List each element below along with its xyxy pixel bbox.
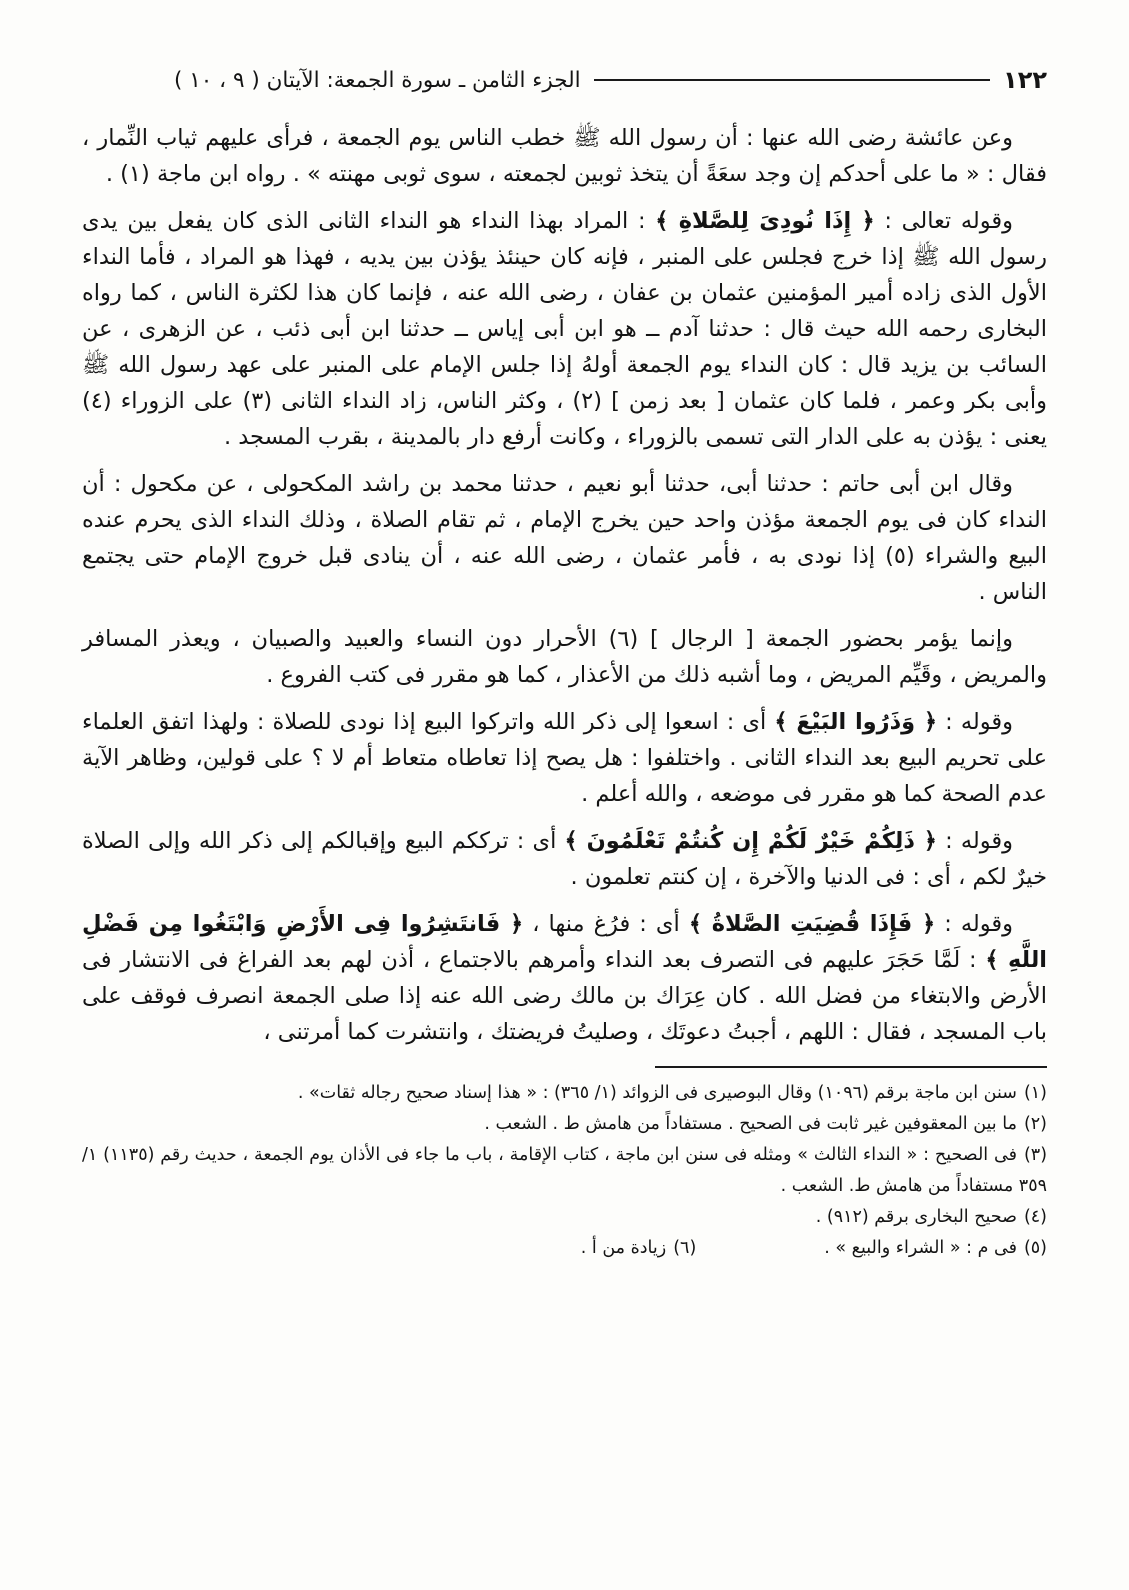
- quran-verse: ﴿ إِذَا نُودِىَ لِلصَّلاةِ ﴾: [655, 208, 875, 234]
- footnote-label: (٣): [1023, 1145, 1048, 1165]
- paragraph-text: وقوله :: [937, 709, 1013, 735]
- paragraph-leave-trade: [82, 704, 1047, 812]
- paragraph-disperse-in-land: [82, 906, 1047, 1050]
- footnote-text: فى م : « الشراء والبيع » .: [824, 1238, 1017, 1258]
- footnote-separator: [655, 1066, 1047, 1068]
- paragraph-text: وإنما يؤمر بحضور الجمعة [ الرجال ] (٦) الأحرار دون النساء والعبيد والصبيان ، ويعذر المسافر والمريض ، وقَيِّم المريض ، وما أشبه ذلك من الأعذار ، كما هو مقرر فى كتب الفروع .: [82, 626, 1047, 688]
- footnote-1: [82, 1078, 1047, 1109]
- paragraph-second-call: [82, 203, 1047, 455]
- quran-verse: ﴿ وَذَرُوا البَيْعَ ﴾: [774, 709, 938, 735]
- footnote-text: صحيح البخارى برقم (٩١٢) .: [815, 1207, 1017, 1227]
- paragraph-text: : المراد بهذا النداء هو النداء الثانى الذى كان يفعل بين يدى رسول الله ﷺ إذا خرج فجلس على المنبر ، فإنه كان حينئذ يؤذن بين يديه ، فهذا هو المراد ، فأما النداء الأول الذى زاده أمير المؤمنين عثمان بن عفان ، رضى الله عنه ، فإنما كان هذا لكثرة الناس ، كما رواه البخارى رحمه الله حيث قال : حدثنا آدم ــ هو ابن أبى إياس ــ حدثنا ابن أبى ذئب ، عن الزهرى ، عن السائب بن يزيد قال : كان النداء يوم الجمعة أولهُ إذا جلس الإمام على المنبر على عهد رسول الله ﷺ وأبى بكر وعمر ، فلما كان عثمان [ بعد زمن ] (٢) ، وكثر الناس، زاد النداء الثانى (٣) على الزوراء (٤) يعنى : يؤذن به على الدار التى تسمى بالزوراء ، وكانت أرفع دار بالمدينة ، بقرب المسجد .: [82, 208, 1047, 450]
- paragraph-text: وقوله تعالى :: [874, 208, 1013, 234]
- footnote-text: سنن ابن ماجة برقم (١٠٩٦) وقال البوصيرى فى الزوائد (١/ ٣٦٥) : « هذا إسناد صحيح رجاله ثقات» .: [297, 1083, 1017, 1103]
- paragraph-text: وقوله :: [936, 828, 1013, 854]
- quran-verse: ﴿ فَانتَشِرُوا فِى الأَرْضِ وَابْتَغُوا مِن فَضْلِ اللَّهِ ﴾: [82, 911, 1047, 973]
- paragraph-text: أى : اسعوا إلى ذكر الله واتركوا البيع إذا نودى للصلاة : ولهذا اتفق العلماء على تحريم البيع بعد النداء الثانى . واختلفوا : هل يصح إذا تعاطاه متعاط أم لا ؟ على قولين، وظاهر الآية عدم الصحة كما هو مقرر فى موضعه ، والله أعلم .: [82, 709, 1047, 807]
- quran-verse: ﴿ ذَلِكُمْ خَيْرٌ لَكُمْ إِن كُنتُمْ تَعْلَمُونَ ﴾: [564, 828, 937, 854]
- footnote-3: [82, 1140, 1047, 1202]
- footnote-text: ما بين المعقوفين غير ثابت فى الصحيح . مستفاداً من هامش ط . الشعب .: [484, 1114, 1017, 1134]
- header-rule: [594, 79, 990, 81]
- paragraph-aisha-hadith: [82, 120, 1047, 192]
- footnote-5: [824, 1233, 1047, 1264]
- footnotes-section: [82, 1066, 1047, 1264]
- footnote-4: [82, 1202, 1047, 1233]
- quran-verse: ﴿ فَإِذَا قُضِيَتِ الصَّلاةُ ﴾: [688, 911, 936, 937]
- footnote-label: (١): [1023, 1083, 1047, 1103]
- paragraph-better-for-you: [82, 823, 1047, 895]
- paragraph-attendance: [82, 621, 1047, 693]
- paragraph-text: أى : فرُغ منها ،: [523, 911, 689, 937]
- footnote-text: زيادة من أ .: [580, 1238, 667, 1258]
- paragraph-text: وعن عائشة رضى الله عنها : أن رسول الله ﷺ خطب الناس يوم الجمعة ، فرأى عليهم ثياب النِّمار ، فقال : « ما على أحدكم إن وجد سعَةً أن يتخذ ثوبين لجمعته ، سوى ثوبى مهنته » . رواه ابن ماجة (١) .: [82, 125, 1047, 187]
- footnote-2: [82, 1109, 1047, 1140]
- paragraph-text: : لَمَّا حَجَرَ عليهم فى التصرف بعد النداء وأمرهم بالاجتماع ، أذن لهم بعد الفراغ فى الانتشار فى الأرض والابتغاء من فضل الله . كان عِرَاك بن مالك رضى الله عنه إذا صلى الجمعة انصرف فوقف على باب المسجد ، فقال : اللهم ، أجبتُ دعوتَك ، وصليتُ فريضتك ، وانتشرت كما أمرتنى ،: [82, 947, 1047, 1045]
- footnote-label: (٤): [1023, 1207, 1047, 1227]
- page-title: الجزء الثامن ـ سورة الجمعة: الآيتان ( ٩ ، ١٠ ): [174, 67, 581, 93]
- paragraph-ibn-abi-hatim: [82, 466, 1047, 610]
- footnote-text: فى الصحيح : « النداء الثالث » ومثله فى سنن ابن ماجة ، كتاب الإقامة ، باب ما جاء فى الأذان يوم الجمعة ، حديث رقم (١١٣٥) ١/ ٣٥٩ مستفاداً من هامش ط. الشعب .: [82, 1145, 1047, 1196]
- footnote-6: [581, 1233, 697, 1264]
- page-body: [82, 120, 1047, 1050]
- page-number: ١٢٢: [1003, 66, 1047, 94]
- paragraph-text: وقوله :: [935, 911, 1013, 937]
- footnote-label: (٢): [1023, 1114, 1047, 1134]
- paragraph-text: أى : ترككم البيع وإقبالكم إلى ذكر الله وإلى الصلاة خيرٌ لكم ، أى : فى الدنيا والآخرة ، إن كنتم تعلمون .: [82, 828, 1047, 890]
- footnote-label: (٦): [673, 1238, 697, 1258]
- page-header: [82, 66, 1047, 94]
- footnote-label: (٥): [1023, 1238, 1047, 1258]
- paragraph-text: وقال ابن أبى حاتم : حدثنا أبى، حدثنا أبو نعيم ، حدثنا محمد بن راشد المكحولى ، عن مكحول : أن النداء كان فى يوم الجمعة مؤذن واحد حين يخرج الإمام ، ثم تقام الصلاة ، وذلك النداء الذى يحرم عنده البيع والشراء (٥) إذا نودى به ، فأمر عثمان ، رضى الله عنه ، أن ينادى قبل خروج الإمام حتى يجتمع الناس .: [82, 471, 1047, 605]
- footnote-row-5-6: [82, 1233, 1047, 1264]
